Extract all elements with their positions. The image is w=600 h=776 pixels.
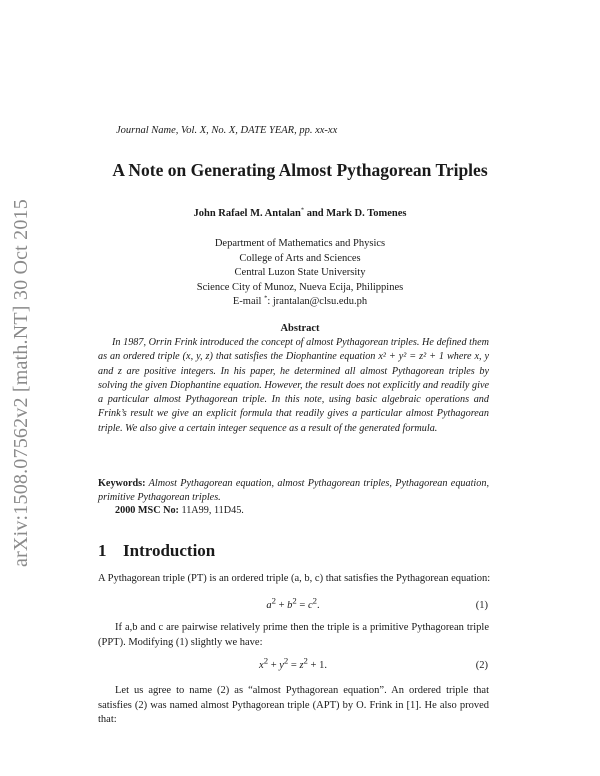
eq2-x: x (259, 660, 264, 671)
section-number: 1 (98, 541, 107, 560)
author-line (100, 208, 500, 219)
eq1-plus: + (275, 600, 288, 611)
affiliation-block (110, 237, 490, 310)
first-author: John Rafael M. Antalan (193, 208, 301, 219)
eq1-exp-c: 2 (312, 595, 317, 606)
email-mark: * (264, 294, 268, 302)
eq2-exp-y: 2 (283, 655, 289, 666)
keywords-text: Almost Pythagorean equation, almost Pythagorean triples, Pythagorean equation, primitive Pythagorean triples. (98, 478, 489, 504)
equation-2-number: (2) (475, 660, 488, 671)
section-title: Introduction (123, 541, 216, 560)
email-address[interactable]: : jrantalan@clsu.edu.ph (267, 296, 368, 308)
equation-2-body (98, 655, 488, 671)
co-author: and Mark D. Tomenes (304, 208, 407, 219)
equation-2 (98, 655, 488, 671)
section-heading (98, 541, 215, 561)
affiliation-dept: Department of Mathematics and Physics (214, 238, 386, 249)
affiliation-email (110, 295, 490, 310)
affiliation-university: Central Luzon State University (234, 267, 366, 279)
paragraph-1: A Pythagorean triple (PT) is an ordered triple (a, b, c) that satisfies the Pythagorean equation: (98, 573, 491, 584)
eq1-period: . (317, 600, 320, 611)
msc-label: 2000 MSC No: (115, 505, 179, 516)
eq1-exp-b: 2 (292, 595, 297, 606)
eq2-exp-x: 2 (263, 655, 269, 666)
affiliation-college: College of Arts and Sciences (239, 252, 361, 264)
eq2-equals: = (288, 660, 300, 671)
corresponding-mark: * (300, 206, 305, 214)
journal-line: Journal Name, Vol. X, No. X, DATE YEAR, pp. xx-xx (116, 125, 338, 136)
paragraph-3: Let us agree to name (2) as “almost Pythagorean equation”. An ordered triple that satisfies (2) was named almost Pythagorean triple (APT) by O. Frink in [1]. He also proved that: (98, 685, 489, 725)
eq1-exp-a: 2 (271, 595, 276, 606)
eq2-y: y (279, 660, 284, 671)
msc-block (115, 505, 244, 516)
msc-codes: 11A99, 11D45. (178, 505, 244, 516)
keywords-label: Keywords: (98, 478, 146, 489)
paragraph-2: If a,b and c are pairwise relatively prime then the triple is a primitive Pythagorean triple (PPT). Modifying (1) slightly we have: (98, 622, 489, 648)
eq2-exp-z: 2 (303, 655, 308, 666)
email-label: E-mail (232, 296, 265, 308)
eq2-tail: + 1. (307, 660, 327, 671)
affiliation-address: Science City of Munoz, Nueva Ecija, Philippines (196, 281, 404, 293)
abstract-body: In 1987, Orrin Frink introduced the concept of almost Pythagorean triples. He defined them as an ordered triple (x, y, z) that satisfies the Diophantine equation x² + y² = z² + 1 where x, y and z are positive integers. In his paper, he determined all almost Pythagorean triples by solving the given Diophantine equation. However, the result does not explicitly and readily give a particular almost Pythagorean triple. In this note, using basic algebraic operations and Frink’s result we give an explicit formula that readily gives a particular almost Pythagorean triple. We also give a certain integer sequence as a result of the generated formula. (98, 337, 489, 434)
eq1-c: c (307, 600, 313, 611)
abstract-heading: Abstract (280, 323, 320, 334)
eq1-equals: = (296, 600, 308, 611)
arxiv-identifier: arXiv:1508.07562v2 [math.NT] 30 Oct 2015 (10, 199, 32, 567)
eq1-b: b (287, 600, 293, 611)
equation-1-number: (1) (475, 600, 488, 611)
keywords-block (98, 477, 489, 506)
eq2-z: z (299, 660, 304, 671)
equation-1 (98, 595, 488, 611)
paper-title: A Note on Generating Almost Pythagorean Triples (112, 160, 488, 180)
eq1-a: a (266, 600, 272, 611)
equation-1-body (98, 595, 488, 611)
eq2-plus: + (268, 660, 280, 671)
